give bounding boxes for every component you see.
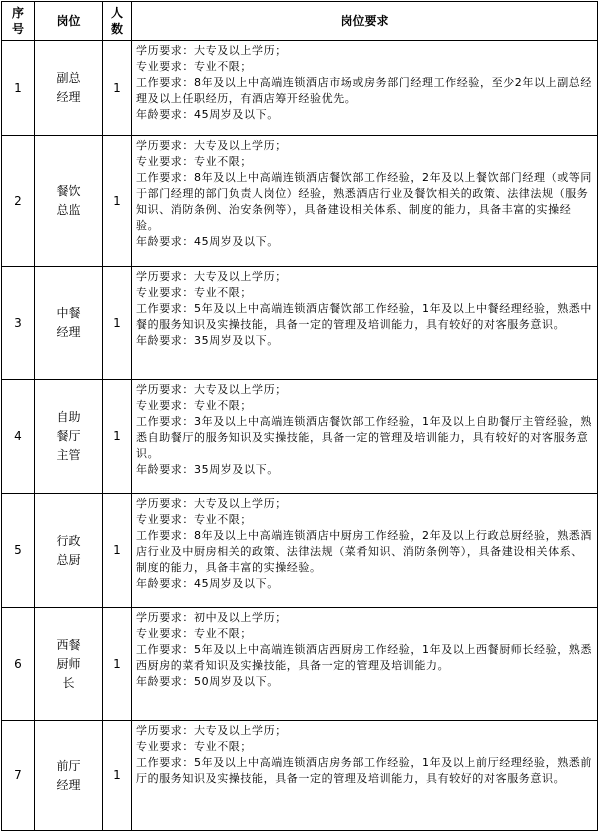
row-position: 前厅经理 — [35, 721, 103, 831]
row-number: 1 — [2, 41, 35, 136]
header-count: 人数 — [103, 2, 132, 41]
requirement-line: 工作要求：5年及以上中高端连锁酒店餐饮部工作经验，1年及以上中餐经理经验，熟悉中餐的服务知识及实操技能，具备一定的管理及培训能力，具有较好的对客服务意识。 — [136, 302, 592, 331]
requirement-line: 学历要求：大专及以上学历； — [136, 724, 287, 737]
row-requirements — [132, 380, 598, 494]
requirement-line: 年龄要求：35周岁及以下。 — [136, 334, 279, 347]
table-row — [2, 41, 598, 136]
requirement-line: 专业要求：专业不限； — [136, 627, 252, 640]
requirement-line: 学历要求：初中及以上学历； — [136, 611, 287, 624]
requirement-line: 专业要求：专业不限； — [136, 155, 252, 168]
requirement-line: 年龄要求：45周岁及以下。 — [136, 235, 279, 248]
row-position: 西餐厨师长 — [35, 608, 103, 721]
row-number: 3 — [2, 267, 35, 380]
table-row — [2, 494, 598, 608]
table-row — [2, 136, 598, 267]
requirement-line: 专业要求：专业不限； — [136, 513, 252, 526]
row-number: 7 — [2, 721, 35, 831]
requirement-line: 学历要求：大专及以上学历； — [136, 139, 287, 152]
requirement-line: 工作要求：5年及以上中高端连锁酒店西厨房工作经验，1年及以上西餐厨师长经验，熟悉西厨房的菜肴知识及实操技能，具备一定的管理及培训能力。 — [136, 643, 592, 672]
table-row — [2, 267, 598, 380]
requirement-line: 专业要求：专业不限； — [136, 60, 252, 73]
requirement-line: 工作要求：8年及以上中高端连锁酒店餐饮部工作经验，2年及以上餐饮部门经理（或等同于部门经理的部门负责人岗位）经验，熟悉酒店行业及餐饮相关的政策、法律法规（服务知识、消防条例、治安条例等），具备建设相关体系、制度的能力，具备丰富的实操经验。 — [136, 171, 592, 232]
table-row — [2, 608, 598, 721]
table-row — [2, 380, 598, 494]
row-number: 2 — [2, 136, 35, 267]
requirement-line: 工作要求：5年及以上中高端连锁酒店房务部工作经验，1年及以上前厅经理经验，熟悉前厅的服务知识及实操技能，具备一定的管理及培训能力，具有较好的对客服务意识。 — [136, 756, 592, 785]
requirement-line: 学历要求：大专及以上学历； — [136, 44, 287, 57]
requirement-line: 专业要求：专业不限； — [136, 399, 252, 412]
row-count: 1 — [103, 608, 132, 721]
row-number: 6 — [2, 608, 35, 721]
row-count: 1 — [103, 494, 132, 608]
row-count: 1 — [103, 721, 132, 831]
requirement-line: 年龄要求：35周岁及以下。 — [136, 463, 279, 476]
header-no: 序号 — [2, 2, 35, 41]
requirement-line: 学历要求：大专及以上学历； — [136, 383, 287, 396]
requirement-line: 工作要求：8年及以上中高端连锁酒店中厨房工作经验，2年及以上行政总厨经验，熟悉酒店行业及中厨房相关的政策、法律法规（菜肴知识、消防条例等），具备建设相关体系、制度的能力，具备丰富的实操经验。 — [136, 529, 592, 574]
row-position: 副总经理 — [35, 41, 103, 136]
row-position: 自助餐厅主管 — [35, 380, 103, 494]
row-position: 餐饮总监 — [35, 136, 103, 267]
requirement-line: 年龄要求：45周岁及以下。 — [136, 577, 279, 590]
row-requirements — [132, 267, 598, 380]
requirement-line: 年龄要求：50周岁及以下。 — [136, 675, 279, 688]
row-position: 行政总厨 — [35, 494, 103, 608]
row-requirements — [132, 136, 598, 267]
requirement-line: 年龄要求：45周岁及以下。 — [136, 108, 279, 121]
row-number: 4 — [2, 380, 35, 494]
header-requirements: 岗位要求 — [132, 2, 598, 41]
requirement-line: 专业要求：专业不限； — [136, 740, 252, 753]
requirement-line: 学历要求：大专及以上学历； — [136, 497, 287, 510]
requirement-line: 工作要求：3年及以上中高端连锁酒店餐饮部工作经验，1年及以上自助餐厅主管经验，熟悉自助餐厅的服务知识及实操技能，具备一定的管理及培训能力，具有较好的对客服务意识。 — [136, 415, 592, 460]
requirement-line: 工作要求：8年及以上中高端连锁酒店市场或房务部门经理工作经验，至少2年以上副总经理及以上任职经历，有酒店筹开经验优先。 — [136, 76, 592, 105]
row-position: 中餐经理 — [35, 267, 103, 380]
row-requirements — [132, 494, 598, 608]
row-count: 1 — [103, 380, 132, 494]
row-requirements — [132, 41, 598, 136]
requirement-line: 专业要求：专业不限； — [136, 286, 252, 299]
row-count: 1 — [103, 41, 132, 136]
row-requirements — [132, 608, 598, 721]
table-row — [2, 721, 598, 831]
row-count: 1 — [103, 136, 132, 267]
header-position: 岗位 — [35, 2, 103, 41]
header-row — [2, 2, 598, 41]
job-requirements-table — [1, 1, 598, 831]
requirement-line: 学历要求：大专及以上学历； — [136, 270, 287, 283]
row-number: 5 — [2, 494, 35, 608]
row-requirements — [132, 721, 598, 831]
row-count: 1 — [103, 267, 132, 380]
